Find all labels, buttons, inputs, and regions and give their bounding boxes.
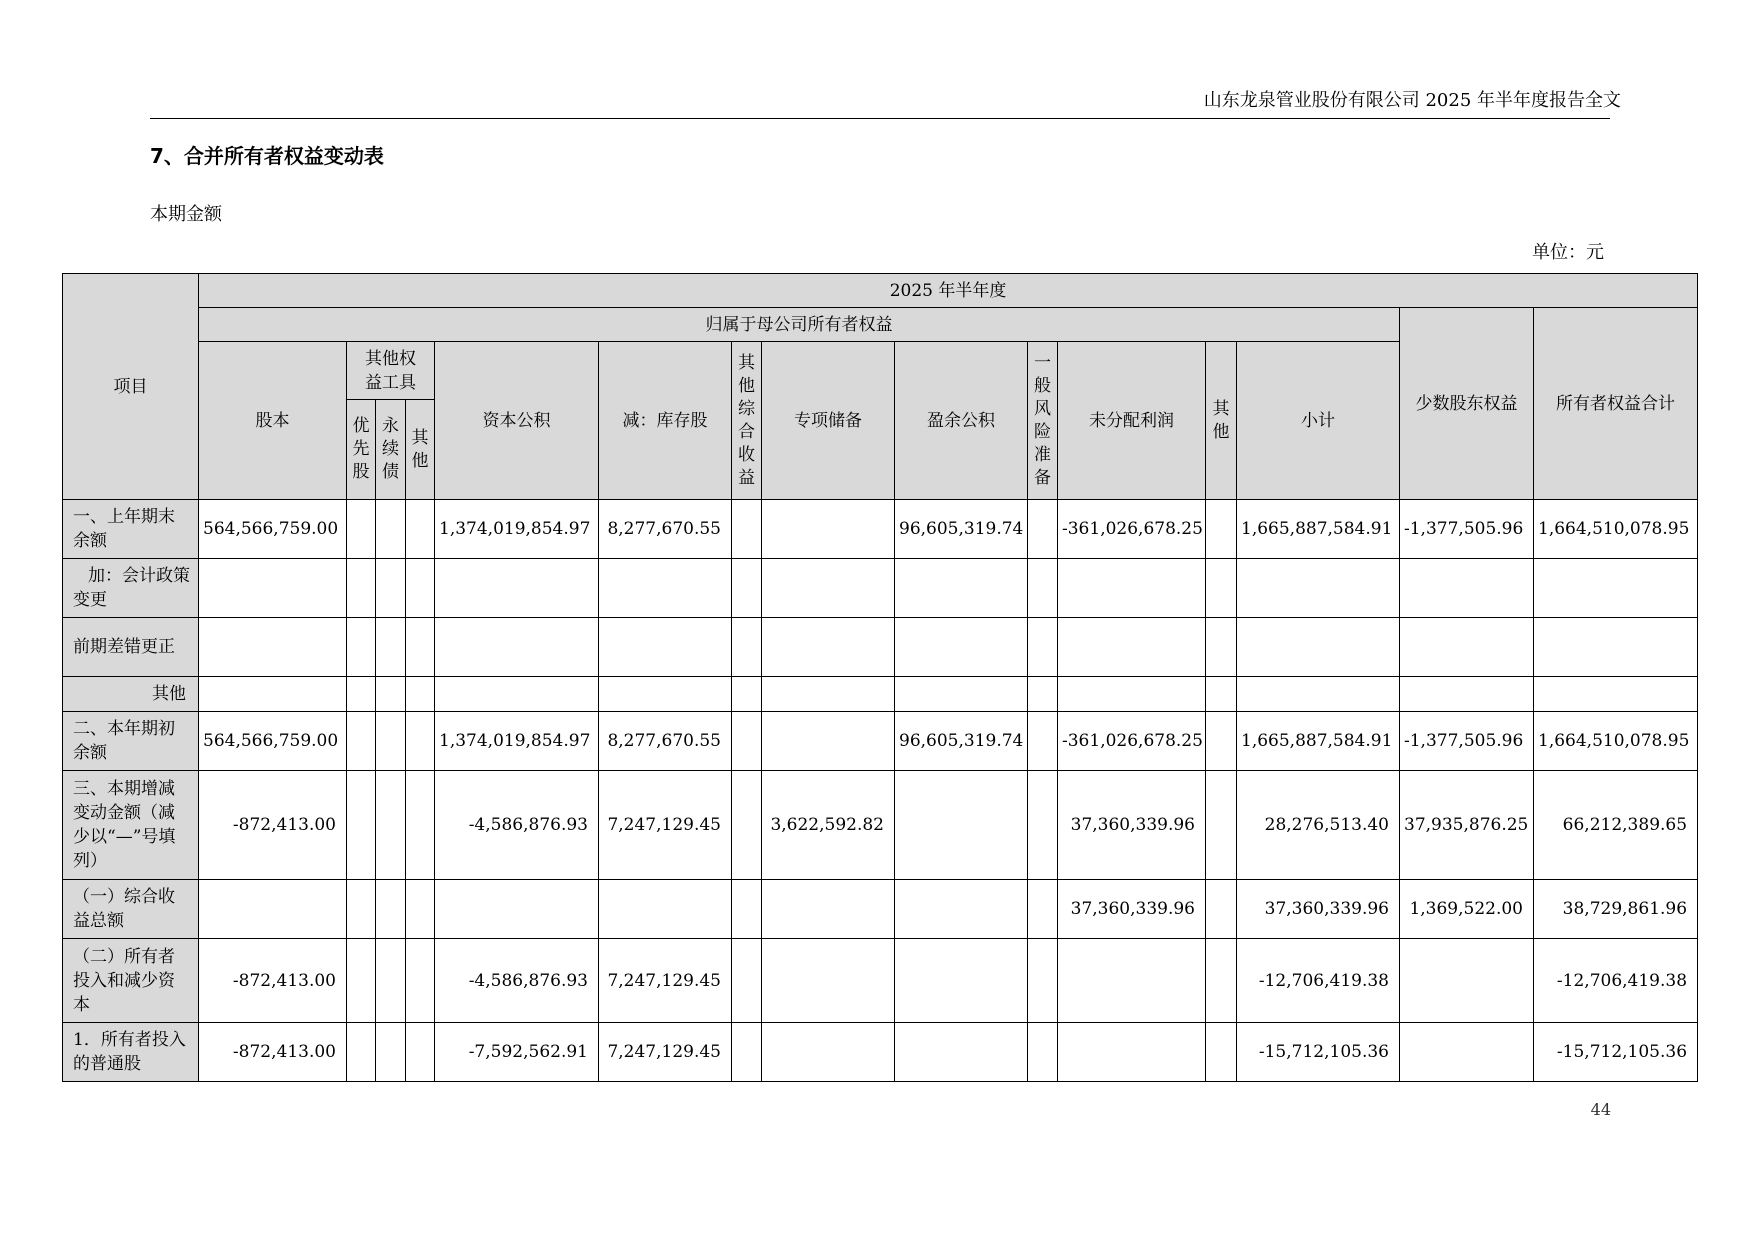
cell-special-reserve [762, 1023, 895, 1082]
cell-treasury [599, 880, 732, 939]
cell-minority [1400, 1023, 1534, 1082]
cell-treasury [599, 559, 732, 618]
row-label: （一）综合收益总额 [63, 880, 199, 939]
cell-total [1534, 677, 1698, 712]
equity-change-table [62, 273, 1698, 1082]
table-row [63, 500, 1698, 559]
cell-surplus-reserve: 96,605,319.74 [895, 712, 1028, 771]
col-header-subtotal: 小计 [1237, 342, 1400, 500]
col-header-surplus-reserve: 盈余公积 [895, 342, 1028, 500]
cell-minority: 37,935,876.25 [1400, 771, 1534, 880]
parent-equity-header: 归属于母公司所有者权益 [199, 308, 1400, 342]
cell-surplus-reserve [895, 618, 1028, 677]
cell-total: 1,664,510,078.95 [1534, 712, 1698, 771]
col-header-special-reserve: 专项储备 [762, 342, 895, 500]
col-header-perpetual: 永续债 [376, 400, 406, 500]
cell-minority [1400, 618, 1534, 677]
row-label: （二）所有者投入和减少资本 [63, 939, 199, 1023]
cell-capital-reserve: 1,374,019,854.97 [435, 500, 599, 559]
col-header-share-capital: 股本 [199, 342, 347, 500]
table-row [63, 1023, 1698, 1082]
cell-share-capital: 564,566,759.00 [199, 500, 347, 559]
cell-minority: -1,377,505.96 [1400, 712, 1534, 771]
cell-subtotal [1237, 618, 1400, 677]
cell-minority: -1,377,505.96 [1400, 500, 1534, 559]
cell-undistributed: 37,360,339.96 [1058, 771, 1206, 880]
cell-treasury: 8,277,670.55 [599, 712, 732, 771]
cell-total: -12,706,419.38 [1534, 939, 1698, 1023]
other-equity-instruments-header: 其他权益工具 [347, 342, 435, 400]
cell-capital-reserve: 1,374,019,854.97 [435, 712, 599, 771]
cell-total: 1,664,510,078.95 [1534, 500, 1698, 559]
cell-capital-reserve: -4,586,876.93 [435, 939, 599, 1023]
cell-total: 66,212,389.65 [1534, 771, 1698, 880]
cell-surplus-reserve [895, 559, 1028, 618]
cell-surplus-reserve: 96,605,319.74 [895, 500, 1028, 559]
cell-capital-reserve: -4,586,876.93 [435, 771, 599, 880]
cell-subtotal [1237, 559, 1400, 618]
cell-undistributed [1058, 559, 1206, 618]
col-header-other: 其他 [1206, 342, 1237, 500]
unit-label: 单位：元 [1532, 242, 1604, 263]
cell-undistributed [1058, 939, 1206, 1023]
table-row [63, 880, 1698, 939]
cell-special-reserve [762, 712, 895, 771]
cell-capital-reserve [435, 880, 599, 939]
cell-treasury: 7,247,129.45 [599, 771, 732, 880]
cell-treasury: 7,247,129.45 [599, 1023, 732, 1082]
cell-special-reserve [762, 939, 895, 1023]
cell-share-capital [199, 880, 347, 939]
cell-surplus-reserve [895, 1023, 1028, 1082]
cell-subtotal [1237, 677, 1400, 712]
row-label: 1．所有者投入的普通股 [63, 1023, 199, 1082]
cell-subtotal: 28,276,513.40 [1237, 771, 1400, 880]
cell-share-capital: -872,413.00 [199, 771, 347, 880]
cell-treasury: 8,277,670.55 [599, 500, 732, 559]
cell-share-capital [199, 618, 347, 677]
cell-special-reserve [762, 677, 895, 712]
cell-undistributed: -361,026,678.25 [1058, 500, 1206, 559]
cell-undistributed [1058, 618, 1206, 677]
table-row [63, 559, 1698, 618]
col-header-capital-reserve: 资本公积 [435, 342, 599, 500]
header-divider [150, 118, 1610, 119]
cell-share-capital [199, 677, 347, 712]
cell-share-capital: -872,413.00 [199, 1023, 347, 1082]
cell-special-reserve: 3,622,592.82 [762, 771, 895, 880]
cell-capital-reserve [435, 618, 599, 677]
cell-total [1534, 618, 1698, 677]
table-row [63, 939, 1698, 1023]
row-label: 其他 [63, 677, 199, 712]
cell-share-capital: 564,566,759.00 [199, 712, 347, 771]
cell-treasury: 7,247,129.45 [599, 939, 732, 1023]
cell-minority [1400, 559, 1534, 618]
cell-total [1534, 559, 1698, 618]
col-header-preferred: 优先股 [347, 400, 376, 500]
cell-subtotal: 1,665,887,584.91 [1237, 712, 1400, 771]
cell-total: -15,712,105.36 [1534, 1023, 1698, 1082]
cell-subtotal: -12,706,419.38 [1237, 939, 1400, 1023]
cell-subtotal: 1,665,887,584.91 [1237, 500, 1400, 559]
col-header-total: 所有者权益合计 [1534, 308, 1698, 500]
cell-surplus-reserve [895, 677, 1028, 712]
cell-subtotal: 37,360,339.96 [1237, 880, 1400, 939]
cell-capital-reserve [435, 559, 599, 618]
cell-capital-reserve [435, 677, 599, 712]
col-header-minority: 少数股东权益 [1400, 308, 1534, 500]
cell-undistributed: -361,026,678.25 [1058, 712, 1206, 771]
row-label: 前期差错更正 [63, 618, 199, 677]
cell-treasury [599, 677, 732, 712]
cell-special-reserve [762, 500, 895, 559]
cell-minority: 1,369,522.00 [1400, 880, 1534, 939]
col-header-other-instrument: 其他 [406, 400, 435, 500]
cell-special-reserve [762, 559, 895, 618]
cell-treasury [599, 618, 732, 677]
col-header-item: 项目 [63, 274, 199, 500]
col-header-treasury-stock: 减：库存股 [599, 342, 732, 500]
period-subtitle: 本期金额 [150, 204, 222, 225]
row-label: 二、本年期初余额 [63, 712, 199, 771]
cell-undistributed [1058, 677, 1206, 712]
cell-share-capital [199, 559, 347, 618]
cell-share-capital: -872,413.00 [199, 939, 347, 1023]
page-number: 44 [1590, 1100, 1611, 1119]
cell-surplus-reserve [895, 771, 1028, 880]
col-header-oci: 其他综合收益 [732, 342, 762, 500]
col-header-general-risk: 一般风险准备 [1028, 342, 1058, 500]
cell-total: 38,729,861.96 [1534, 880, 1698, 939]
cell-subtotal: -15,712,105.36 [1237, 1023, 1400, 1082]
period-header: 2025 年半年度 [199, 274, 1698, 308]
cell-undistributed: 37,360,339.96 [1058, 880, 1206, 939]
cell-minority [1400, 939, 1534, 1023]
table-row [63, 677, 1698, 712]
section-title: 7、合并所有者权益变动表 [150, 144, 384, 168]
cell-undistributed [1058, 1023, 1206, 1082]
cell-special-reserve [762, 618, 895, 677]
cell-surplus-reserve [895, 880, 1028, 939]
row-label: 一、上年期末余额 [63, 500, 199, 559]
table-row [63, 618, 1698, 677]
cell-special-reserve [762, 880, 895, 939]
report-header-title: 山东龙泉管业股份有限公司 2025 年半年度报告全文 [1203, 90, 1621, 111]
row-label: 三、本期增减变动金额（减少以“—”号填列） [63, 771, 199, 880]
col-header-undistributed-profit: 未分配利润 [1058, 342, 1206, 500]
table-row [63, 712, 1698, 771]
row-label: 加：会计政策变更 [63, 559, 199, 618]
cell-surplus-reserve [895, 939, 1028, 1023]
cell-capital-reserve: -7,592,562.91 [435, 1023, 599, 1082]
cell-minority [1400, 677, 1534, 712]
table-row [63, 771, 1698, 880]
